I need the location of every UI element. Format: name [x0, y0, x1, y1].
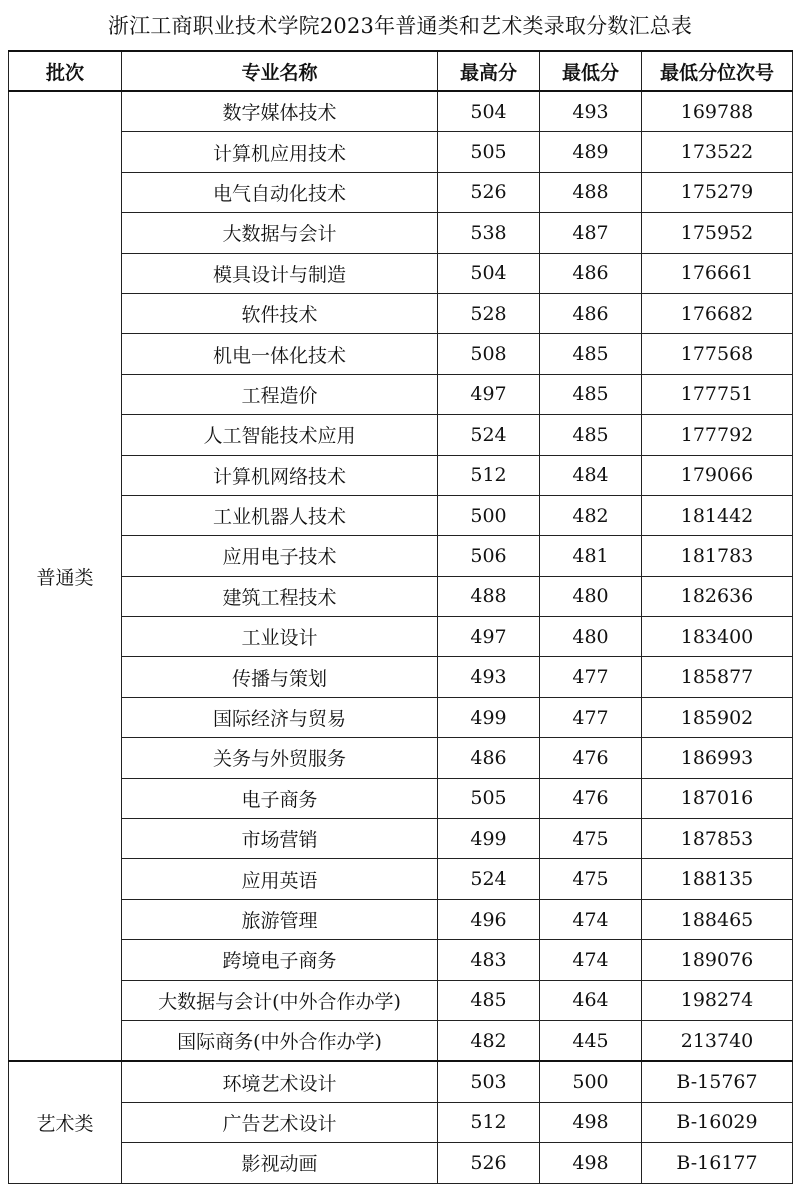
table-row	[9, 415, 793, 455]
major-name-cell: 大数据与会计	[122, 213, 438, 253]
min-rank-cell: 173522	[642, 132, 793, 172]
major-name-cell: 传播与策划	[122, 657, 438, 697]
min-score-cell: 486	[540, 293, 642, 333]
category-cell: 艺术类	[9, 1061, 122, 1183]
major-name-cell: 模具设计与制造	[122, 253, 438, 293]
major-name-cell: 计算机网络技术	[122, 455, 438, 495]
major-name-cell: 工业设计	[122, 617, 438, 657]
table-body	[9, 91, 793, 1183]
min-score-cell: 464	[540, 980, 642, 1020]
header-batch: 批次	[9, 51, 122, 91]
min-rank-cell: 181442	[642, 495, 793, 535]
max-score-cell: 524	[438, 859, 540, 899]
max-score-cell: 505	[438, 132, 540, 172]
min-score-cell: 474	[540, 899, 642, 939]
major-name-cell: 旅游管理	[122, 899, 438, 939]
header-min-rank: 最低分位次号	[642, 51, 793, 91]
major-name-cell: 跨境电子商务	[122, 940, 438, 980]
major-name-cell: 环境艺术设计	[122, 1061, 438, 1102]
min-score-cell: 477	[540, 657, 642, 697]
min-score-cell: 500	[540, 1061, 642, 1102]
table-row	[9, 778, 793, 818]
max-score-cell: 493	[438, 657, 540, 697]
major-name-cell: 软件技术	[122, 293, 438, 333]
header-min-score: 最低分	[540, 51, 642, 91]
min-score-cell: 481	[540, 536, 642, 576]
major-name-cell: 市场营销	[122, 819, 438, 859]
max-score-cell: 508	[438, 334, 540, 374]
min-rank-cell: 183400	[642, 617, 793, 657]
max-score-cell: 497	[438, 617, 540, 657]
min-rank-cell: 176682	[642, 293, 793, 333]
table-row	[9, 495, 793, 535]
min-rank-cell: 187853	[642, 819, 793, 859]
major-name-cell: 机电一体化技术	[122, 334, 438, 374]
table-row	[9, 1061, 793, 1102]
min-score-cell: 493	[540, 91, 642, 132]
min-score-cell: 484	[540, 455, 642, 495]
max-score-cell: 512	[438, 455, 540, 495]
table-row	[9, 334, 793, 374]
major-name-cell: 国际经济与贸易	[122, 697, 438, 737]
min-score-cell: 476	[540, 738, 642, 778]
min-score-cell: 475	[540, 859, 642, 899]
max-score-cell: 504	[438, 91, 540, 132]
table-row	[9, 859, 793, 899]
max-score-cell: 504	[438, 253, 540, 293]
major-name-cell: 数字媒体技术	[122, 91, 438, 132]
min-score-cell: 498	[540, 1102, 642, 1142]
major-name-cell: 大数据与会计(中外合作办学)	[122, 980, 438, 1020]
table-row	[9, 172, 793, 212]
major-name-cell: 工业机器人技术	[122, 495, 438, 535]
major-name-cell: 电子商务	[122, 778, 438, 818]
document-title: 浙江工商职业技术学院2023年普通类和艺术类录取分数汇总表	[107, 14, 693, 38]
min-rank-cell: 182636	[642, 576, 793, 616]
major-name-cell: 应用电子技术	[122, 536, 438, 576]
max-score-cell: 500	[438, 495, 540, 535]
min-rank-cell: 177568	[642, 334, 793, 374]
max-score-cell: 488	[438, 576, 540, 616]
table-row	[9, 91, 793, 132]
min-rank-cell: B-16177	[642, 1143, 793, 1183]
min-score-cell: 476	[540, 778, 642, 818]
min-score-cell: 474	[540, 940, 642, 980]
min-rank-cell: 175279	[642, 172, 793, 212]
min-rank-cell: 179066	[642, 455, 793, 495]
table-row	[9, 132, 793, 172]
table-row	[9, 940, 793, 980]
max-score-cell: 485	[438, 980, 540, 1020]
max-score-cell: 538	[438, 213, 540, 253]
max-score-cell: 505	[438, 778, 540, 818]
min-score-cell: 485	[540, 334, 642, 374]
min-rank-cell: 188465	[642, 899, 793, 939]
table-row	[9, 374, 793, 414]
min-rank-cell: 189076	[642, 940, 793, 980]
min-score-cell: 445	[540, 1020, 642, 1061]
max-score-cell: 512	[438, 1102, 540, 1142]
major-name-cell: 计算机应用技术	[122, 132, 438, 172]
table-row	[9, 819, 793, 859]
min-rank-cell: 175952	[642, 213, 793, 253]
min-rank-cell: 177792	[642, 415, 793, 455]
min-score-cell: 480	[540, 576, 642, 616]
min-rank-cell: 185877	[642, 657, 793, 697]
header-max-score: 最高分	[438, 51, 540, 91]
table-row	[9, 980, 793, 1020]
table-row	[9, 576, 793, 616]
min-score-cell: 485	[540, 374, 642, 414]
major-name-cell: 电气自动化技术	[122, 172, 438, 212]
table-row	[9, 738, 793, 778]
min-rank-cell: 186993	[642, 738, 793, 778]
admission-score-table	[8, 50, 793, 1184]
min-score-cell: 482	[540, 495, 642, 535]
min-rank-cell: 185902	[642, 697, 793, 737]
min-score-cell: 487	[540, 213, 642, 253]
max-score-cell: 496	[438, 899, 540, 939]
table-row	[9, 213, 793, 253]
major-name-cell: 工程造价	[122, 374, 438, 414]
max-score-cell: 528	[438, 293, 540, 333]
major-name-cell: 建筑工程技术	[122, 576, 438, 616]
header-major-name: 专业名称	[122, 51, 438, 91]
min-rank-cell: 187016	[642, 778, 793, 818]
max-score-cell: 499	[438, 697, 540, 737]
max-score-cell: 483	[438, 940, 540, 980]
table-header-row	[9, 51, 793, 91]
table-row	[9, 293, 793, 333]
min-score-cell: 485	[540, 415, 642, 455]
major-name-cell: 广告艺术设计	[122, 1102, 438, 1142]
min-rank-cell: 181783	[642, 536, 793, 576]
table-row	[9, 1143, 793, 1183]
max-score-cell: 526	[438, 172, 540, 212]
max-score-cell: 482	[438, 1020, 540, 1061]
min-rank-cell: 169788	[642, 91, 793, 132]
category-cell: 普通类	[9, 91, 122, 1061]
min-score-cell: 475	[540, 819, 642, 859]
table-row	[9, 536, 793, 576]
table-row	[9, 697, 793, 737]
min-score-cell: 488	[540, 172, 642, 212]
table-row	[9, 899, 793, 939]
min-score-cell: 489	[540, 132, 642, 172]
table-row	[9, 253, 793, 293]
min-rank-cell: B-15767	[642, 1061, 793, 1102]
min-rank-cell: 177751	[642, 374, 793, 414]
table-row	[9, 1102, 793, 1142]
max-score-cell: 506	[438, 536, 540, 576]
min-rank-cell: 213740	[642, 1020, 793, 1061]
major-name-cell: 关务与外贸服务	[122, 738, 438, 778]
major-name-cell: 人工智能技术应用	[122, 415, 438, 455]
min-rank-cell: 188135	[642, 859, 793, 899]
min-rank-cell: B-16029	[642, 1102, 793, 1142]
min-rank-cell: 198274	[642, 980, 793, 1020]
table-row	[9, 1020, 793, 1061]
major-name-cell: 影视动画	[122, 1143, 438, 1183]
max-score-cell: 499	[438, 819, 540, 859]
table-row	[9, 617, 793, 657]
major-name-cell: 应用英语	[122, 859, 438, 899]
max-score-cell: 503	[438, 1061, 540, 1102]
table-row	[9, 657, 793, 697]
min-score-cell: 480	[540, 617, 642, 657]
major-name-cell: 国际商务(中外合作办学)	[122, 1020, 438, 1061]
max-score-cell: 526	[438, 1143, 540, 1183]
max-score-cell: 524	[438, 415, 540, 455]
min-score-cell: 498	[540, 1143, 642, 1183]
min-score-cell: 486	[540, 253, 642, 293]
min-score-cell: 477	[540, 697, 642, 737]
min-rank-cell: 176661	[642, 253, 793, 293]
max-score-cell: 497	[438, 374, 540, 414]
table-row	[9, 455, 793, 495]
max-score-cell: 486	[438, 738, 540, 778]
